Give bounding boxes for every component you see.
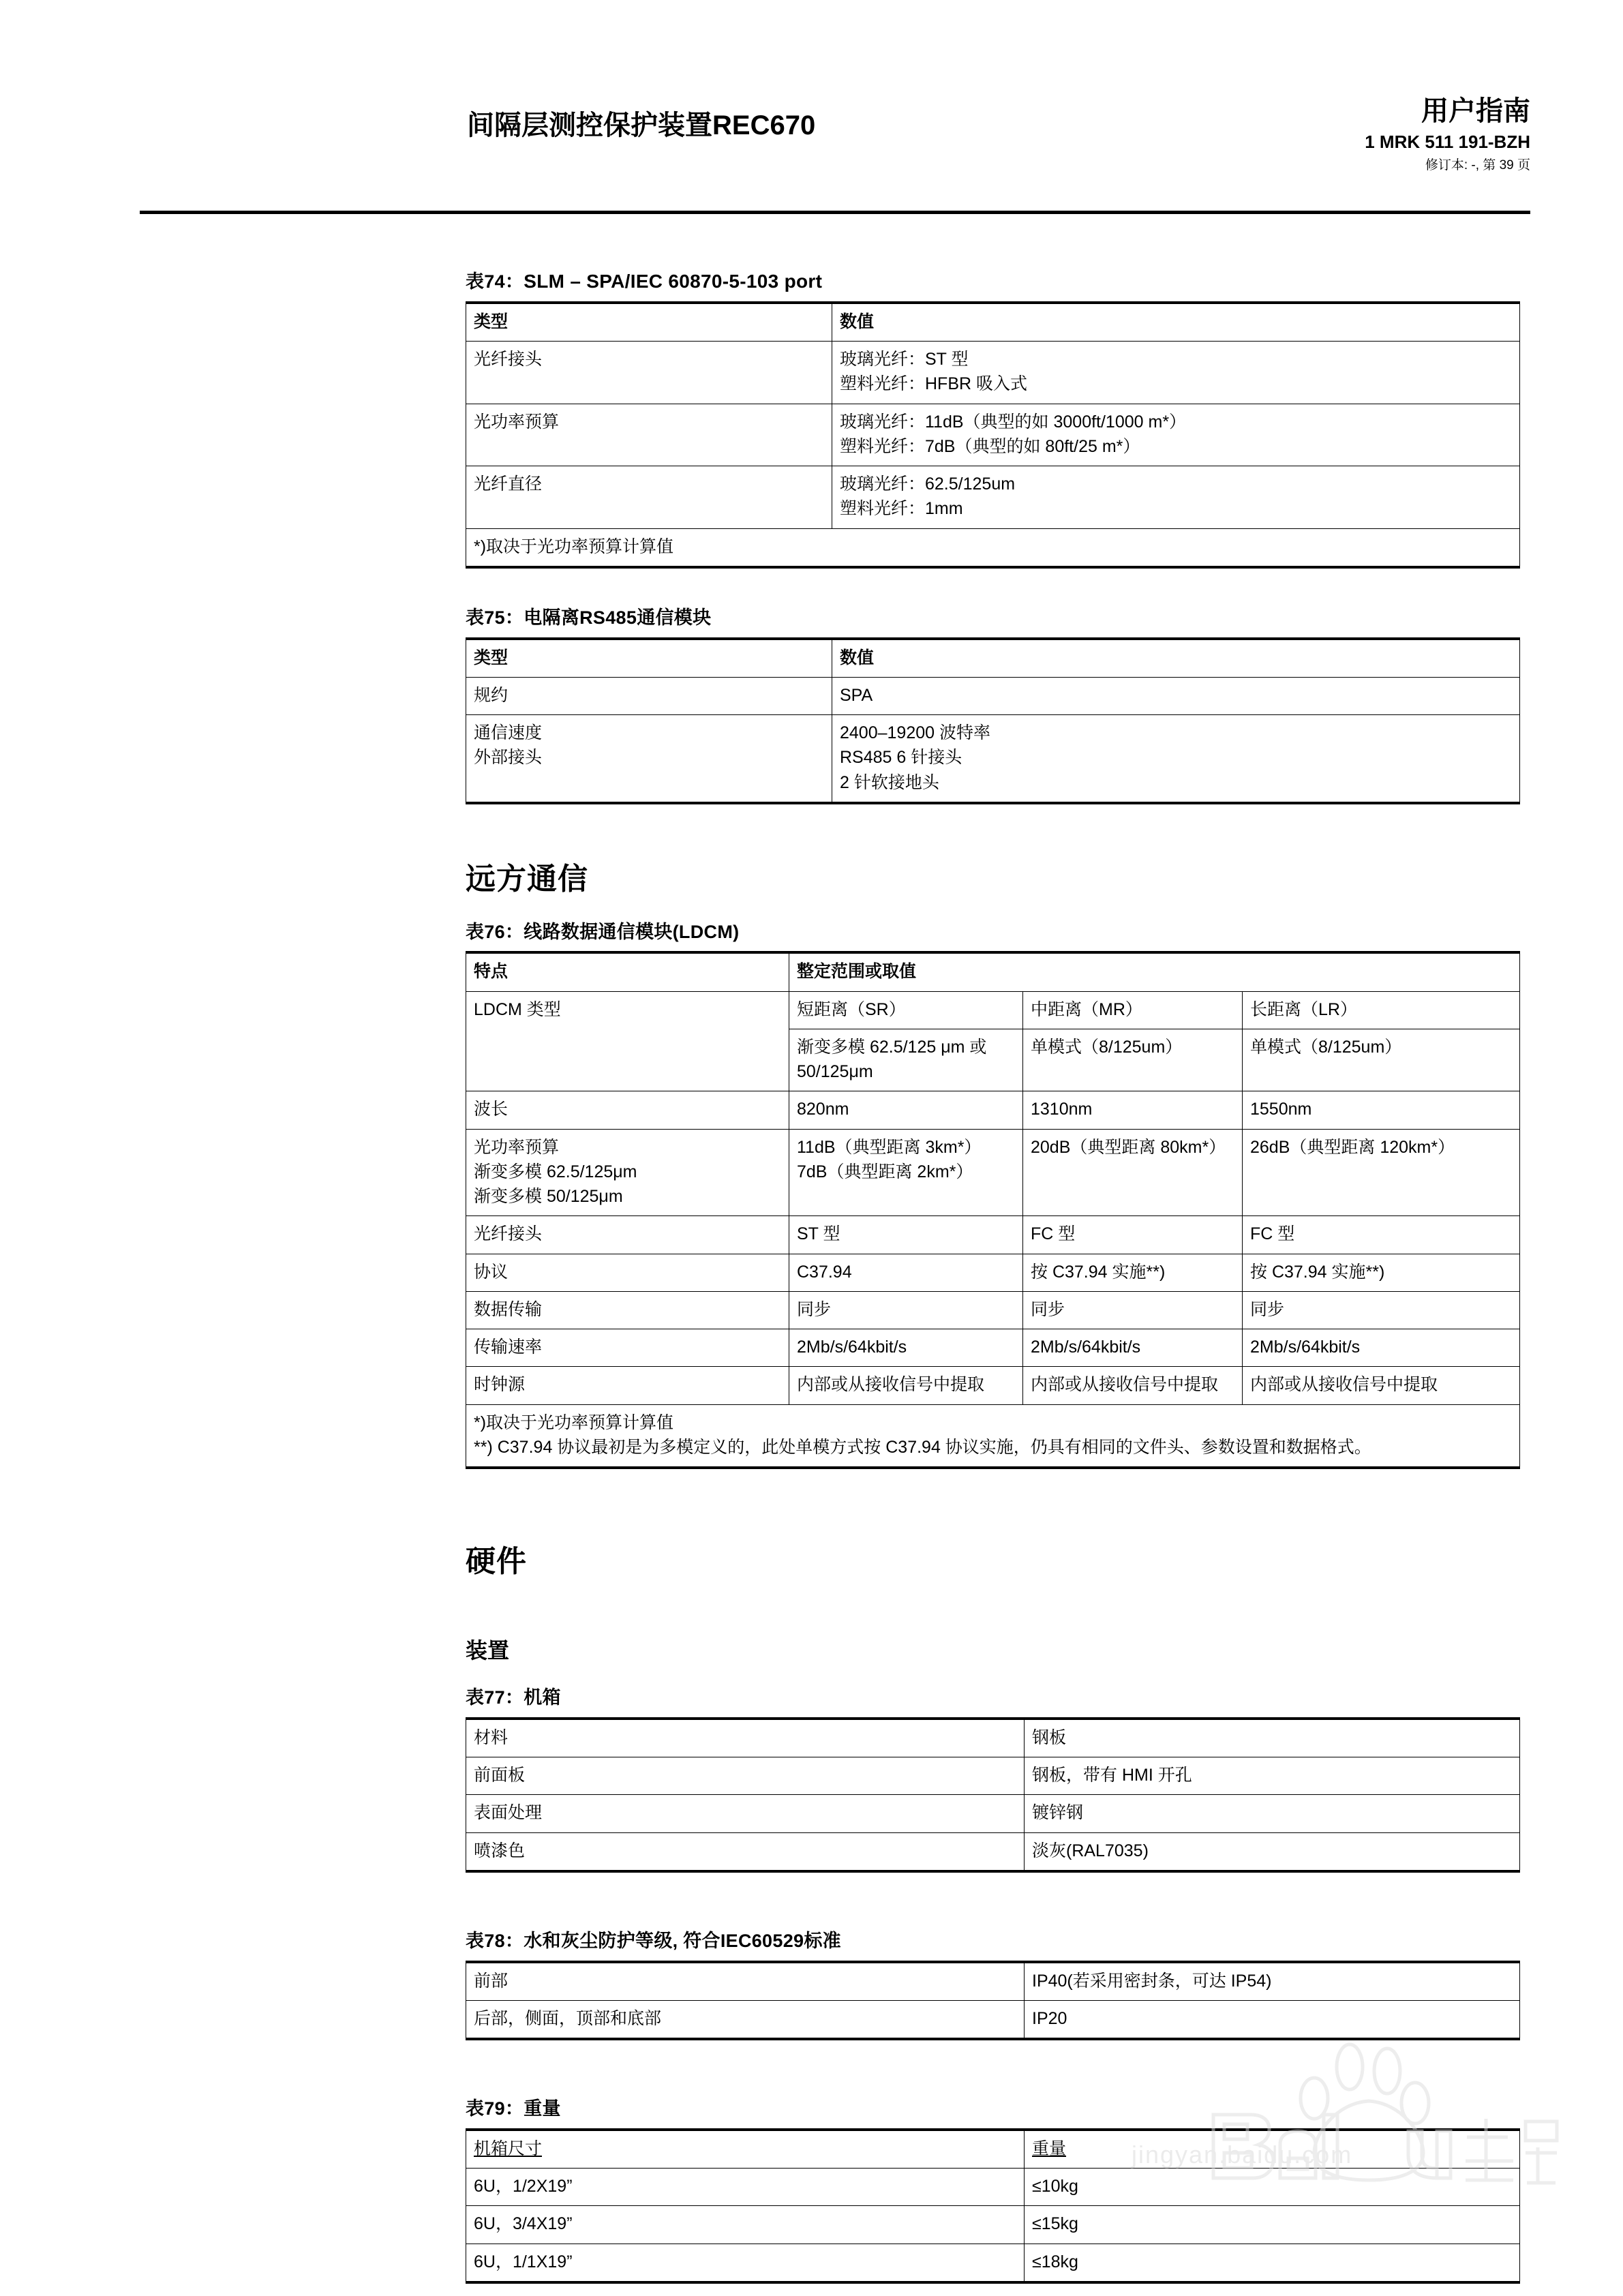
table76-cell-lr-data: 同步 <box>1243 1291 1520 1329</box>
table-row <box>466 1329 1520 1367</box>
table76-cell-mr-clock: 内部或从接收信号中提取 <box>1023 1367 1243 1404</box>
table-74 <box>466 301 1520 569</box>
table-row <box>466 1962 1520 2001</box>
table76-cell-lr-connector: FC 型 <box>1243 1216 1520 1254</box>
table-row <box>466 404 1520 466</box>
table-row <box>466 2206 1520 2244</box>
table76-cell-lr-bitrate: 2Mb/s/64kbit/s <box>1243 1329 1520 1367</box>
table74-value-diameter <box>832 466 1520 529</box>
table75-value-speed-connector <box>832 715 1520 803</box>
header-divider <box>140 211 1530 214</box>
table76-cell-mr-data: 同步 <box>1023 1291 1243 1329</box>
table76-caption <box>466 921 1519 944</box>
table-77 <box>466 1717 1520 1873</box>
table-row <box>466 2130 1520 2169</box>
value-line: 玻璃光纤：11dB（典型的如 3000ft/1000 m*） <box>840 412 1187 432</box>
table-row <box>466 1367 1520 1404</box>
footnote-line: *)取决于光功率预算计算值 <box>474 1413 674 1432</box>
table74-label-diameter: 光纤直径 <box>466 466 832 529</box>
table-row <box>466 677 1520 714</box>
table-78 <box>466 1961 1520 2041</box>
table76-caption-label: 表76： <box>466 921 524 942</box>
table74-caption-text: SLM – SPA/IEC 60870-5-103 port <box>524 271 823 292</box>
table74-header-value: 数值 <box>832 303 1520 342</box>
table75-value-protocol: SPA <box>832 677 1520 714</box>
table79-caption-text: 重量 <box>524 2098 561 2119</box>
table-row <box>466 1216 1520 1254</box>
table77-caption-text: 机箱 <box>524 1687 561 1708</box>
section-heading-remote-communication: 远方通信 <box>466 862 588 896</box>
table76-label-wavelength: 波长 <box>466 1091 789 1129</box>
document-title: 间隔层测控保护装置REC670 <box>467 110 816 140</box>
label-line: 通信速度 <box>474 723 543 742</box>
table76-label-clock-source: 时钟源 <box>466 1367 789 1404</box>
table76-label-data-transmission: 数据传输 <box>466 1291 789 1329</box>
table79-header-size <box>466 2130 1025 2169</box>
table-row <box>466 2000 1520 2039</box>
table76-caption-text: 线路数据通信模块(LDCM) <box>524 921 740 942</box>
table74-caption-label: 表74： <box>466 271 524 292</box>
table77-value-paint: 淡灰(RAL7035) <box>1025 1832 1520 1871</box>
table79-value-full-rack: ≤18kg <box>1025 2244 1520 2282</box>
value-line: 11dB（典型距离 3km*） <box>797 1137 982 1157</box>
table76-cell-mr-power <box>1023 1129 1243 1216</box>
table76-footnotes <box>466 1404 1520 1468</box>
table76-cell-mr-wavelength: 1310nm <box>1023 1091 1243 1129</box>
value-line: 2 针软接地头 <box>840 772 939 792</box>
table76-cell-lr-protocol: 按 C37.94 实施**) <box>1243 1254 1520 1291</box>
table74-label-connector: 光纤接头 <box>466 342 832 404</box>
header-text: 重量 <box>1032 2139 1067 2158</box>
table76-label-protocol: 协议 <box>466 1254 789 1291</box>
table76-cell-sr-fiber: 渐变多模 62.5/125 μm 或 50/125μm <box>789 1029 1023 1091</box>
page-header <box>140 95 1530 218</box>
table76-cell-lr-power <box>1243 1129 1520 1216</box>
table76-cell-sr-type: 短距离（SR） <box>789 991 1023 1029</box>
table76-cell-sr-bitrate: 2Mb/s/64kbit/s <box>789 1329 1023 1367</box>
table-row <box>466 991 1520 1029</box>
table-row <box>466 1757 1520 1795</box>
table77-value-material: 钢板 <box>1025 1719 1520 1757</box>
table79-label-three-quarter-rack: 6U，3/4X19” <box>466 2206 1025 2244</box>
table-row <box>466 1254 1520 1291</box>
document-content <box>466 269 1519 2284</box>
table74-value-power-budget <box>832 404 1520 466</box>
table77-label-material: 材料 <box>466 1719 1025 1757</box>
table-79 <box>466 2128 1520 2284</box>
table74-value-connector <box>832 342 1520 404</box>
table76-cell-lr-type: 长距离（LR） <box>1243 991 1520 1029</box>
value-line: 塑料光纤：1mm <box>840 499 963 519</box>
value-line: 塑料光纤：7dB（典型的如 80ft/25 m*） <box>840 436 1140 456</box>
table76-label-ldcm-type: LDCM 类型 <box>466 991 789 1091</box>
table75-label-speed-connector <box>466 715 832 803</box>
table76-cell-sr-connector: ST 型 <box>789 1216 1023 1254</box>
table79-value-three-quarter-rack: ≤15kg <box>1025 2206 1520 2244</box>
table77-label-front-panel: 前面板 <box>466 1757 1025 1795</box>
table-row <box>466 342 1520 404</box>
value-line: 26dB（典型距离 120km*） <box>1250 1137 1455 1157</box>
table74-label-power-budget: 光功率预算 <box>466 404 832 466</box>
document-number: 1 MRK 511 191-BZH <box>1365 132 1530 153</box>
header-right-block <box>1365 95 1530 175</box>
footnote-line: **) C37.94 协议最初是为多模定义的，此处单模方式按 C37.94 协议实施，仍具有相同的文件头、参数设置和数据格式。 <box>474 1437 1371 1457</box>
table-row <box>466 715 1520 803</box>
table77-label-paint: 喷漆色 <box>466 1832 1025 1871</box>
label-line: 光功率预算 <box>474 1137 560 1157</box>
table-row <box>466 639 1520 678</box>
value-line: 2400–19200 波特率 <box>840 723 990 742</box>
table76-label-bitrate: 传输速率 <box>466 1329 789 1367</box>
label-line: 渐变多模 62.5/125μm <box>474 1162 637 1181</box>
table77-caption-label: 表77： <box>466 1687 524 1708</box>
table76-cell-sr-data: 同步 <box>789 1291 1023 1329</box>
table79-label-half-rack: 6U，1/2X19” <box>466 2169 1025 2206</box>
table76-cell-lr-fiber: 单模式（8/125um） <box>1243 1029 1520 1091</box>
table-row <box>466 1129 1520 1216</box>
table76-cell-mr-bitrate: 2Mb/s/64kbit/s <box>1023 1329 1243 1367</box>
table78-label-rear: 后部，侧面，顶部和底部 <box>466 2000 1025 2039</box>
table76-cell-sr-protocol: C37.94 <box>789 1254 1023 1291</box>
table-row <box>466 528 1520 567</box>
table-row <box>466 1832 1520 1871</box>
table78-label-front: 前部 <box>466 1962 1025 2001</box>
table76-header-range: 整定范围或取值 <box>789 952 1520 991</box>
table76-label-connector: 光纤接头 <box>466 1216 789 1254</box>
table79-caption-label: 表79： <box>466 2098 524 2119</box>
table78-caption-label: 表78： <box>466 1930 524 1951</box>
table76-cell-sr-wavelength: 820nm <box>789 1091 1023 1129</box>
label-line: 渐变多模 50/125μm <box>474 1187 623 1207</box>
table79-label-full-rack: 6U，1/1X19” <box>466 2244 1025 2282</box>
table76-cell-mr-type: 中距离（MR） <box>1023 991 1243 1029</box>
table78-value-rear: IP20 <box>1025 2000 1520 2039</box>
label-line: 外部接头 <box>474 748 543 768</box>
table78-caption-text: 水和灰尘防护等级, 符合IEC60529标准 <box>524 1930 841 1951</box>
table75-header-value: 数值 <box>832 639 1520 678</box>
table-76 <box>466 951 1520 1469</box>
table-row <box>466 1719 1520 1757</box>
table-row <box>466 1404 1520 1468</box>
table76-header-feature: 特点 <box>466 952 789 991</box>
value-line: 20dB（典型距离 80km*） <box>1031 1137 1226 1157</box>
value-line: 玻璃光纤：ST 型 <box>840 350 969 369</box>
subsection-heading-device: 装置 <box>466 1637 510 1663</box>
table-row <box>466 952 1520 991</box>
table76-cell-sr-clock: 内部或从接收信号中提取 <box>789 1367 1023 1404</box>
table76-cell-lr-clock: 内部或从接收信号中提取 <box>1243 1367 1520 1404</box>
table-row <box>466 303 1520 342</box>
table-row <box>466 1795 1520 1832</box>
revision-and-page: 修订本: -, 第 39 页 <box>1425 158 1530 173</box>
table76-label-power-budget <box>466 1129 789 1216</box>
table79-caption <box>466 2098 1519 2121</box>
table76-cell-sr-power <box>789 1129 1023 1216</box>
table-row <box>466 1091 1520 1129</box>
table76-cell-mr-protocol: 按 C37.94 实施**) <box>1023 1254 1243 1291</box>
table75-caption <box>466 607 1519 630</box>
table77-value-surface: 镀锌钢 <box>1025 1795 1520 1832</box>
table76-cell-mr-connector: FC 型 <box>1023 1216 1243 1254</box>
section-heading-hardware: 硬件 <box>466 1545 527 1579</box>
guide-title: 用户指南 <box>1421 96 1530 126</box>
table77-value-front-panel: 钢板，带有 HMI 开孔 <box>1025 1757 1520 1795</box>
table75-caption-label: 表75： <box>466 607 524 628</box>
table-row <box>466 466 1520 529</box>
value-line: 玻璃光纤：62.5/125um <box>840 474 1016 494</box>
table74-caption <box>466 269 1519 294</box>
watermark-url: jingyan.baidu.com <box>1132 2141 1353 2169</box>
table78-value-front: IP40(若采用密封条，可达 IP54) <box>1025 1962 1520 2001</box>
value-line: 塑料光纤：HFBR 吸入式 <box>840 374 1028 394</box>
table74-header-type: 类型 <box>466 303 832 342</box>
table-row <box>466 2169 1520 2206</box>
header-text: 机箱尺寸 <box>474 2139 543 2158</box>
table-row <box>466 2244 1520 2282</box>
table75-label-protocol: 规约 <box>466 677 832 714</box>
table77-caption <box>466 1687 1519 1710</box>
value-line: RS485 6 针接头 <box>840 748 962 768</box>
table79-header-weight <box>1025 2130 1520 2169</box>
table75-header-type: 类型 <box>466 639 832 678</box>
table79-value-half-rack: ≤10kg <box>1025 2169 1520 2206</box>
table-row <box>466 1291 1520 1329</box>
value-line: 7dB（典型距离 2km*） <box>797 1162 973 1181</box>
table-75 <box>466 637 1520 804</box>
table75-caption-text: 电隔离RS485通信模块 <box>524 607 712 628</box>
table78-caption <box>466 1930 1519 1953</box>
table77-label-surface: 表面处理 <box>466 1795 1025 1832</box>
table76-cell-mr-fiber: 单模式（8/125um） <box>1023 1029 1243 1091</box>
table76-cell-lr-wavelength: 1550nm <box>1243 1091 1520 1129</box>
table74-footnote: *)取决于光功率预算计算值 <box>466 528 1520 567</box>
